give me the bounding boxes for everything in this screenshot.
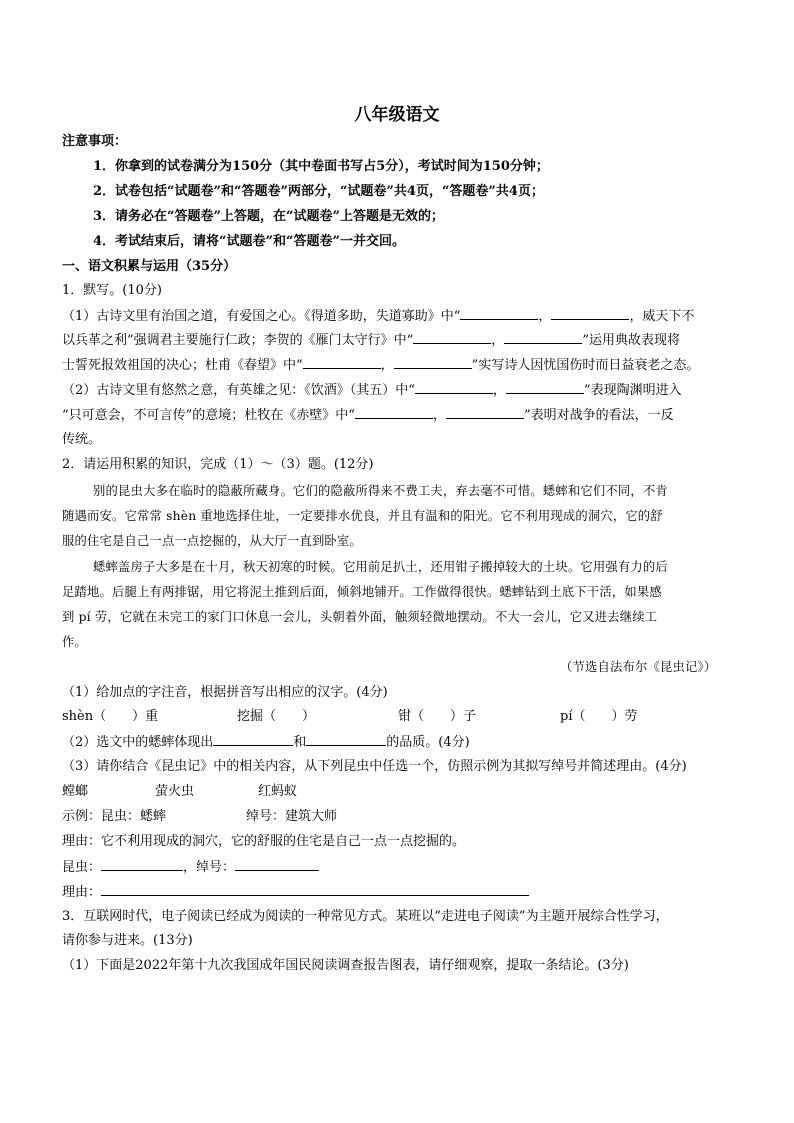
q1-line: [62, 356, 699, 375]
pinyin-item: [62, 708, 158, 726]
sub-question-2: [62, 733, 470, 752]
question-1-heading: 1．默写。(10分): [62, 283, 162, 298]
q1-text: （1）古诗文里有治国之道，有爱国之心。《得道多助，失道寡助》中“: [62, 309, 461, 324]
sub-question-text: （2）选文中的蟋蟀体现出: [62, 735, 214, 750]
insect-option: 红蚂蚁: [258, 784, 298, 799]
q1-line: [62, 381, 682, 400]
passage-line: 随遇而安。它常常 shèn 重地选择住址，一定要排水优良，并且有温和的阳光。它不利用现成的洞穴，它的舒: [62, 509, 663, 523]
fill-blank[interactable]: [551, 307, 629, 320]
passage-line: 蟋蟀盖房子大多是在十月，秋天初寒的时候。它用前足扒土，还用钳子搬掉较大的土块。它用强有力的后: [93, 560, 668, 574]
passage-line: 作。: [62, 635, 87, 649]
fill-blank[interactable]: [415, 381, 493, 394]
fill-blank[interactable]: [413, 331, 491, 344]
q1-text: ，: [380, 358, 394, 373]
notice-item: 1．你拿到的试卷满分为150分（其中卷面书写占5分），考试时间为150分钟；: [93, 159, 549, 174]
pinyin-item: [560, 708, 638, 726]
notice-item: 4．考试结束后，请将“试题卷”和“答题卷”一并交回。: [93, 234, 405, 249]
pinyin-text: ）子: [450, 709, 477, 724]
q1-line: [62, 307, 694, 326]
fill-blank[interactable]: [101, 883, 529, 896]
insect-option: 萤火虫: [155, 784, 195, 799]
example-reason: 理由：它不利用现成的洞穴，它的舒服的住宅是自己一点一点挖掘的。: [62, 834, 466, 849]
fill-blank[interactable]: [303, 356, 381, 369]
example-nickname: 绰号：建筑大师: [246, 809, 338, 824]
notice-item: 2．试卷包括“试题卷”和“答题卷”两部分，“试题卷”共4页，“答题卷”共4页；: [93, 184, 544, 199]
q1-line: [62, 331, 680, 350]
passage-line: 别的昆虫大多在临时的隐蔽所藏身。它们的隐蔽所得来不费工夫，弃去毫不可惜。蟋蟀和它们不同，不肯: [93, 484, 668, 498]
sub-question-text: 和: [293, 735, 307, 750]
question-2-heading: 2．请运用积累的知识，完成（1）～（3）题。(12分): [62, 457, 374, 472]
fill-blank[interactable]: [235, 858, 319, 871]
notice-item: 3．请务必在“答题卷”上答题，在“试题卷”上答题是无效的；: [93, 209, 444, 224]
q1-text: ，: [432, 408, 446, 423]
fill-blank[interactable]: [506, 381, 584, 394]
section-heading: 一、语文积累与运用（35分）: [62, 259, 237, 274]
answer-label: 理由：: [62, 885, 102, 900]
answer-label: 昆虫：: [62, 860, 102, 875]
pinyin-text: ）重: [132, 709, 159, 724]
fill-blank[interactable]: [213, 733, 293, 746]
sub-question-heading: （1）下面是2022年第十九次我国成年国民阅读调查报告图表，请仔细观察，提取一条结论。(3分): [62, 958, 629, 973]
pinyin-text: ）: [302, 709, 316, 724]
q1-text: “只可意会，不可言传”的意境；杜牧在《赤壁》中“: [62, 408, 355, 423]
fill-blank[interactable]: [460, 307, 538, 320]
q1-line: [62, 406, 674, 425]
fill-blank[interactable]: [446, 406, 524, 419]
q1-text: ”表现陶渊明进入: [583, 383, 682, 398]
pinyin-item: [237, 708, 315, 726]
example-insect: 示例：昆虫：蟋蟀: [62, 809, 167, 824]
q1-text: 以兵革之利”强调君主要施行仁政；李贺的《雁门太守行》中“: [62, 333, 414, 348]
q1-text: ，: [491, 333, 505, 348]
question-3-text: 请你参与进来。(13分): [62, 933, 193, 948]
answer-line: [62, 883, 529, 902]
page-title: 八年级语文: [354, 105, 440, 125]
q1-text: （2）古诗文里有悠然之意，有英雄之见：《饮酒》（其五）中“: [62, 383, 415, 398]
pinyin-item: [398, 708, 476, 726]
fill-blank[interactable]: [101, 858, 183, 871]
pinyin-text: pí（: [560, 709, 586, 724]
fill-blank[interactable]: [504, 331, 582, 344]
pinyin-text: 挖掘（: [237, 709, 277, 724]
q1-text: ”实写诗人因忧国伤时而日益衰老之态。: [471, 358, 700, 373]
q1-text: 传统。: [62, 432, 102, 447]
sub-question-heading: （1）给加点的字注音，根据拼音写出相应的汉字。(4分): [62, 685, 388, 700]
pinyin-text: ）劳: [611, 709, 638, 724]
notice-heading: 注意事项：: [62, 134, 128, 149]
sub-question-text: 的品质。(4分): [386, 735, 470, 750]
pinyin-text: 钳（: [398, 709, 425, 724]
passage-line: 服的住宅是自己一点一点挖掘的，从大厅一直到卧室。: [62, 534, 362, 548]
q1-text: ”运用典故表现将: [582, 333, 680, 348]
q1-text: ”表明对战争的看法，一反: [523, 408, 674, 423]
insect-option: 螳螂: [62, 784, 89, 799]
passage-line: 足踏地。后腿上有两排锯，用它将泥土推到后面，倾斜地铺开。工作做得很快。蟋蟀钻到土底下干活，如果感: [62, 585, 662, 599]
answer-label: ，绰号：: [183, 860, 236, 875]
passage-line: 到 pí 劳，它就在未完工的家门口休息一会儿，头朝着外面，触须轻微地摆动。不大一会儿，它又进去继续工: [62, 610, 658, 624]
fill-blank[interactable]: [355, 406, 433, 419]
question-3-text: 3．互联网时代，电子阅读已经成为阅读的一种常见方式。某班以“走进电子阅读”为主题开展综合性学习，: [62, 909, 669, 924]
q1-text: 士誓死报效祖国的决心；杜甫《春望》中“: [62, 358, 303, 373]
q1-text: ，: [538, 309, 552, 324]
answer-line: [62, 858, 319, 877]
q1-text: ，威天下不: [629, 309, 695, 324]
sub-question-heading: （3）请你结合《昆虫记》中的相关内容，从下列昆虫中任选一个，仿照示例为其拟写绰号并简述理由。(4分): [62, 759, 687, 774]
fill-blank[interactable]: [306, 733, 386, 746]
passage-source: （节选自法布尔《昆虫记》）: [560, 660, 717, 674]
q1-text: ，: [492, 383, 506, 398]
fill-blank[interactable]: [394, 356, 472, 369]
pinyin-text: shèn（: [62, 709, 107, 724]
